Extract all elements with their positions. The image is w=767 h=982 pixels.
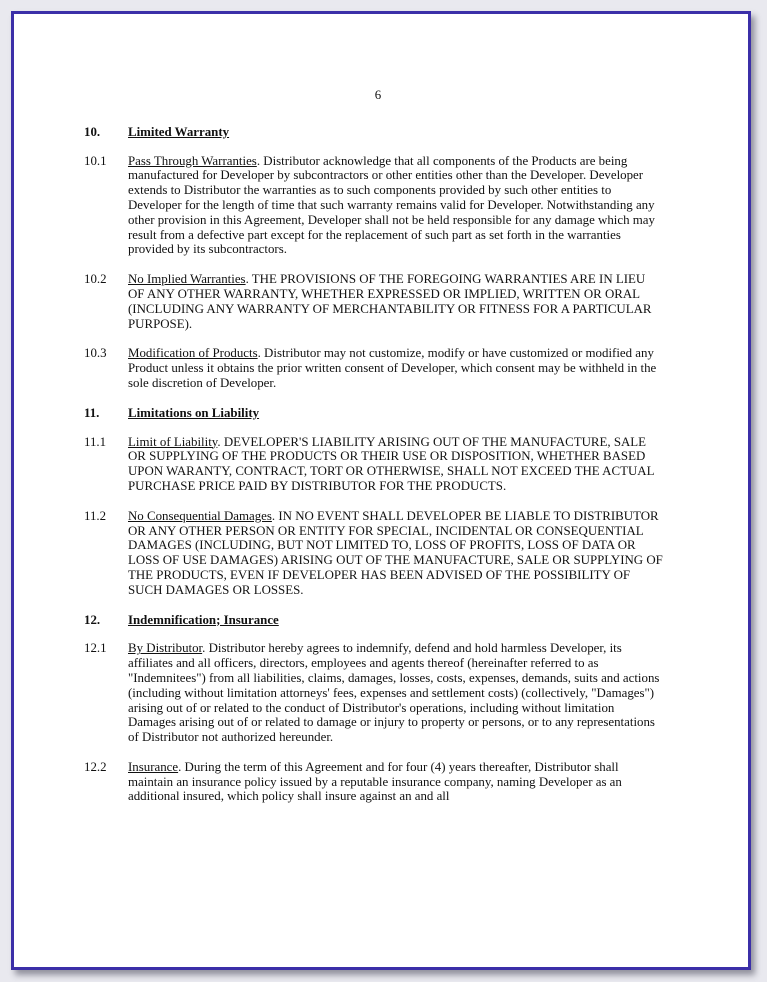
clause-text: . Distributor acknowledge that all components of the Products are being manufactured for Developer by subcontractors or other entities other than the Developer. Developer extends to Distributor the warranties as to such components provided by such other entities to Developer for the length of time that such warranty remains valid for Developer. Notwithstanding any other provision in this Agreement, Developer shall not be held responsible for any damage which may result from a defective part except for the replacement of such part as set forth in the warranties provided by its subcontractors.	[128, 153, 655, 257]
clause-number: 10.1	[84, 153, 107, 168]
clause-10-2	[84, 272, 664, 331]
clause-title: Insurance	[128, 759, 179, 774]
clause-text: . Distributor may not customize, modify or have customized or modified any Product unless it obtains the prior written consent of Developer, which consent may be withheld in the sole discretion of Developer.	[128, 346, 657, 390]
clause-body	[128, 509, 664, 598]
clause-11-1	[84, 435, 664, 494]
clause-body	[128, 641, 664, 745]
section-11	[84, 406, 664, 598]
clause-number: 12.1	[84, 641, 107, 656]
clause-body	[128, 346, 664, 390]
section-12	[84, 613, 664, 805]
page-number: 6	[374, 88, 382, 102]
clause-body	[128, 435, 664, 494]
document-frame	[11, 11, 751, 970]
clause-body	[128, 154, 664, 258]
clause-text: . DEVELOPER'S LIABILITY ARISING OUT OF THE MANUFACTURE, SALE OR SUPPLYING OF THE PRODUCTS OR THEIR USE OR DISPOSITION, WHETHER BASED UPON WARANTY, CONTRACT, TORT OR OTHERWISE, SHALL NOT EXCEED THE ACTUAL PURCHASE PRICE PAID BY DISTRIBUTOR FOR THE PRODUCTS.	[128, 434, 654, 493]
clause-number: 10.2	[84, 272, 107, 287]
clause-number: 10.3	[84, 346, 107, 361]
section-10	[84, 125, 664, 391]
clause-12-1	[84, 641, 664, 745]
section-number: 11.	[84, 405, 100, 420]
clause-12-2	[84, 760, 664, 804]
section-title: Limitations on Liability	[128, 405, 260, 420]
section-title: Limited Warranty	[128, 124, 230, 139]
clause-title: Limit of Liability	[128, 434, 218, 449]
section-heading	[84, 613, 664, 628]
section-heading	[84, 406, 664, 421]
clause-title: Modification of Products	[128, 346, 258, 361]
clause-10-1	[84, 154, 664, 258]
clause-title: No Implied Warranties	[128, 272, 246, 287]
section-number: 10.	[84, 124, 101, 139]
clause-text: . During the term of this Agreement and for four (4) years thereafter, Distributor shall maintain an insurance policy issued by a reputable insurance company, naming Developer as an additional insured, which policy shall insure against an and all	[128, 759, 622, 804]
section-title: Indemnification; Insurance	[128, 612, 279, 627]
section-number: 12.	[84, 612, 101, 627]
clause-11-2	[84, 509, 664, 598]
clause-number: 12.2	[84, 759, 107, 774]
clause-number: 11.1	[84, 434, 107, 449]
clause-title: By Distributor	[128, 641, 203, 656]
clause-10-3	[84, 346, 664, 390]
clause-body	[128, 272, 664, 331]
document-page	[84, 88, 664, 819]
section-heading	[84, 125, 664, 140]
clause-text: . Distributor hereby agrees to indemnify, defend and hold harmless Developer, its affiliates and all officers, directors, employees and agents thereof (hereinafter referred to as "Indemnitees") from all liabilities, claims, damages, losses, costs, expenses, demands, suits and actions (including without limitation attorneys' fees, expenses and settlement costs) (collectively, "Damages") arising out of or related to the conduct of Distributor's operations, including without limitation Damages arising out of or related to damage or injury to property or persons, or to any representations of Distributor not authorized hereunder.	[128, 641, 660, 745]
clause-text: . IN NO EVENT SHALL DEVELOPER BE LIABLE TO DISTRIBUTOR OR ANY OTHER PERSON OR ENTITY FOR SPECIAL, INCIDENTAL OR CONSEQUENTIAL DAMAGES (INCLUDING, BUT NOT LIMITED TO, LOSS OF PROFITS, LOSS OF DATA OR LOSS OF USE DAMAGES) ARISING OUT OF THE MANUFACTURE, SALE OR SUPPLYING OF THE PRODUCTS, EVEN IF DEVELOPER HAS BEEN ADVISED OF THE POSSIBILITY OF SUCH DAMAGES OR LOSSES.	[128, 508, 663, 597]
clause-title: No Consequential Damages	[128, 508, 272, 523]
clause-title: Pass Through Warranties	[128, 153, 257, 168]
clause-body	[128, 760, 664, 804]
clause-number: 11.2	[84, 508, 107, 523]
clause-text: . THE PROVISIONS OF THE FOREGOING WARRANTIES ARE IN LIEU OF ANY OTHER WARRANTY, WHETHER EXPRESSED OR IMPLIED, WRITTEN OR ORAL (INCLUDING ANY WARRANTY OF MERCHANTABILITY OR FITNESS FOR A PARTICULAR PURPOSE).	[128, 272, 652, 331]
